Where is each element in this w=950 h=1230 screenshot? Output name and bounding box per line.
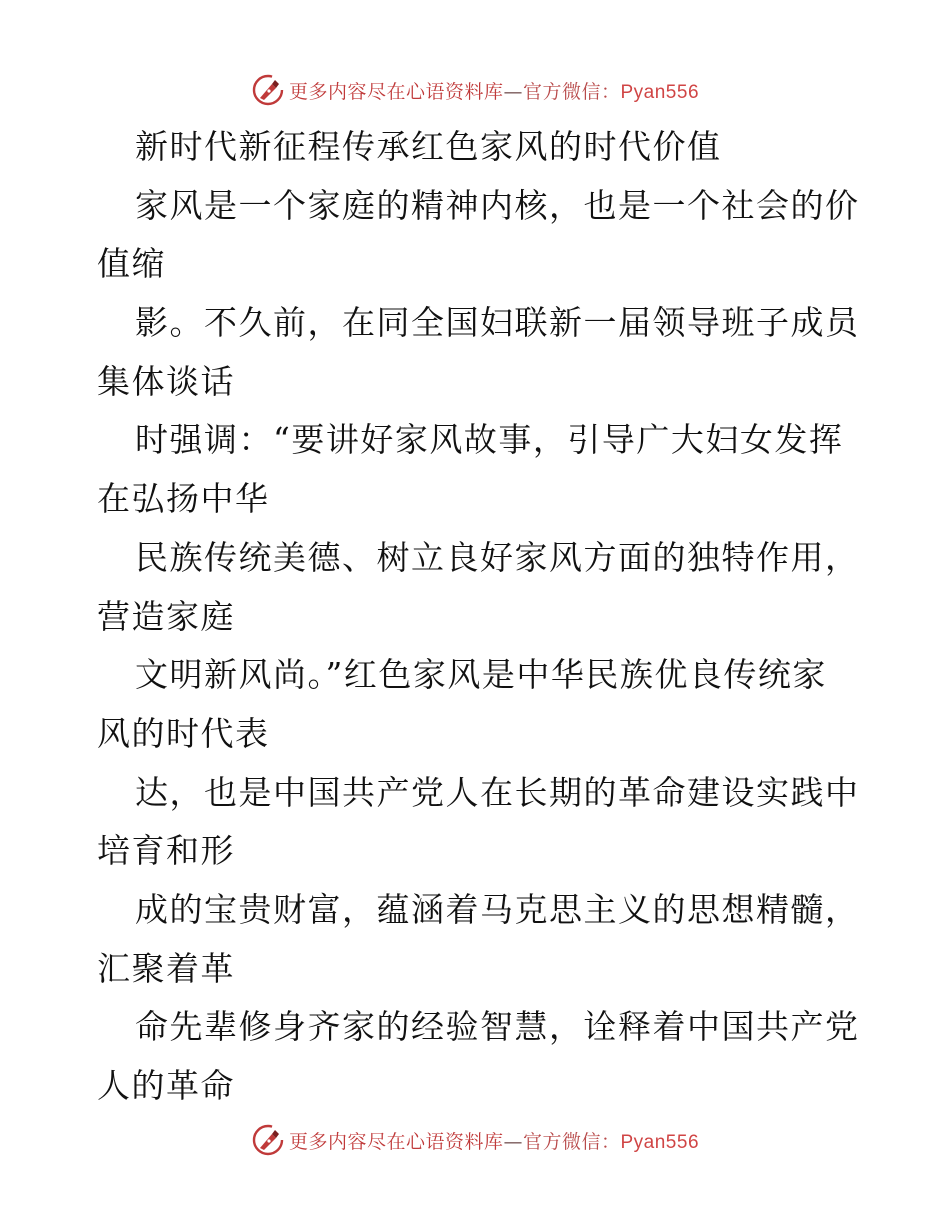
paragraph-line: 家风是一个家庭的精神内核，也是一个社会的价 [135,185,860,225]
header-separator: — [503,80,523,103]
document-title: 新时代新征程传承红色家风的时代价值 [135,127,722,166]
paragraph-line: 成的宝贵财富，蕴涵着马克思主义的思想精髓， [135,889,860,929]
paragraph-line: 培育和形 [97,831,235,871]
header-site-text: 更多内容尽在心语资料库 [288,80,504,103]
footer-separator: — [503,1130,523,1153]
footer-wechat-id: Pyan556 [620,1131,700,1153]
paragraph-line: 在弘扬中华 [97,479,270,519]
paragraph-line: 人的革命 [97,1066,235,1105]
footer-wechat-label: 官方微信： [522,1130,621,1153]
document-body [97,118,860,1116]
paragraph-line: 营造家庭 [97,596,235,636]
paragraph-line: 达，也是中国共产党人在长期的革命建设实践中 [135,772,860,812]
paragraph-line: 集体谈话 [97,361,235,401]
header-wechat-label: 官方微信： [522,80,621,103]
header-banner-text [289,77,699,104]
paragraph-line: 风的时代表 [97,713,270,753]
pen-nib-logo-icon [251,1123,285,1157]
paragraph-line: 时强调：“要讲好家风故事，引导广大妇女发挥 [135,420,844,460]
paragraph-line: 文明新风尚。”红色家风是中华民族优良传统家 [135,655,827,695]
pen-nib-logo-icon [251,73,285,107]
paragraph-line: 民族传统美德、树立良好家风方面的独特作用， [135,537,860,577]
footer-banner-text [289,1127,699,1154]
header-banner [0,70,950,110]
paragraph-line: 命先辈修身齐家的经验智慧，诠释着中国共产党 [135,1007,860,1047]
footer-site-text: 更多内容尽在心语资料库 [288,1130,504,1153]
header-wechat-id: Pyan556 [620,81,700,103]
paragraph-line: 值缩 [97,244,166,284]
footer-banner [0,1120,950,1160]
paragraph-line: 影。不久前，在同全国妇联新一届领导班子成员 [135,303,860,343]
paragraph-line: 汇聚着革 [97,948,235,988]
